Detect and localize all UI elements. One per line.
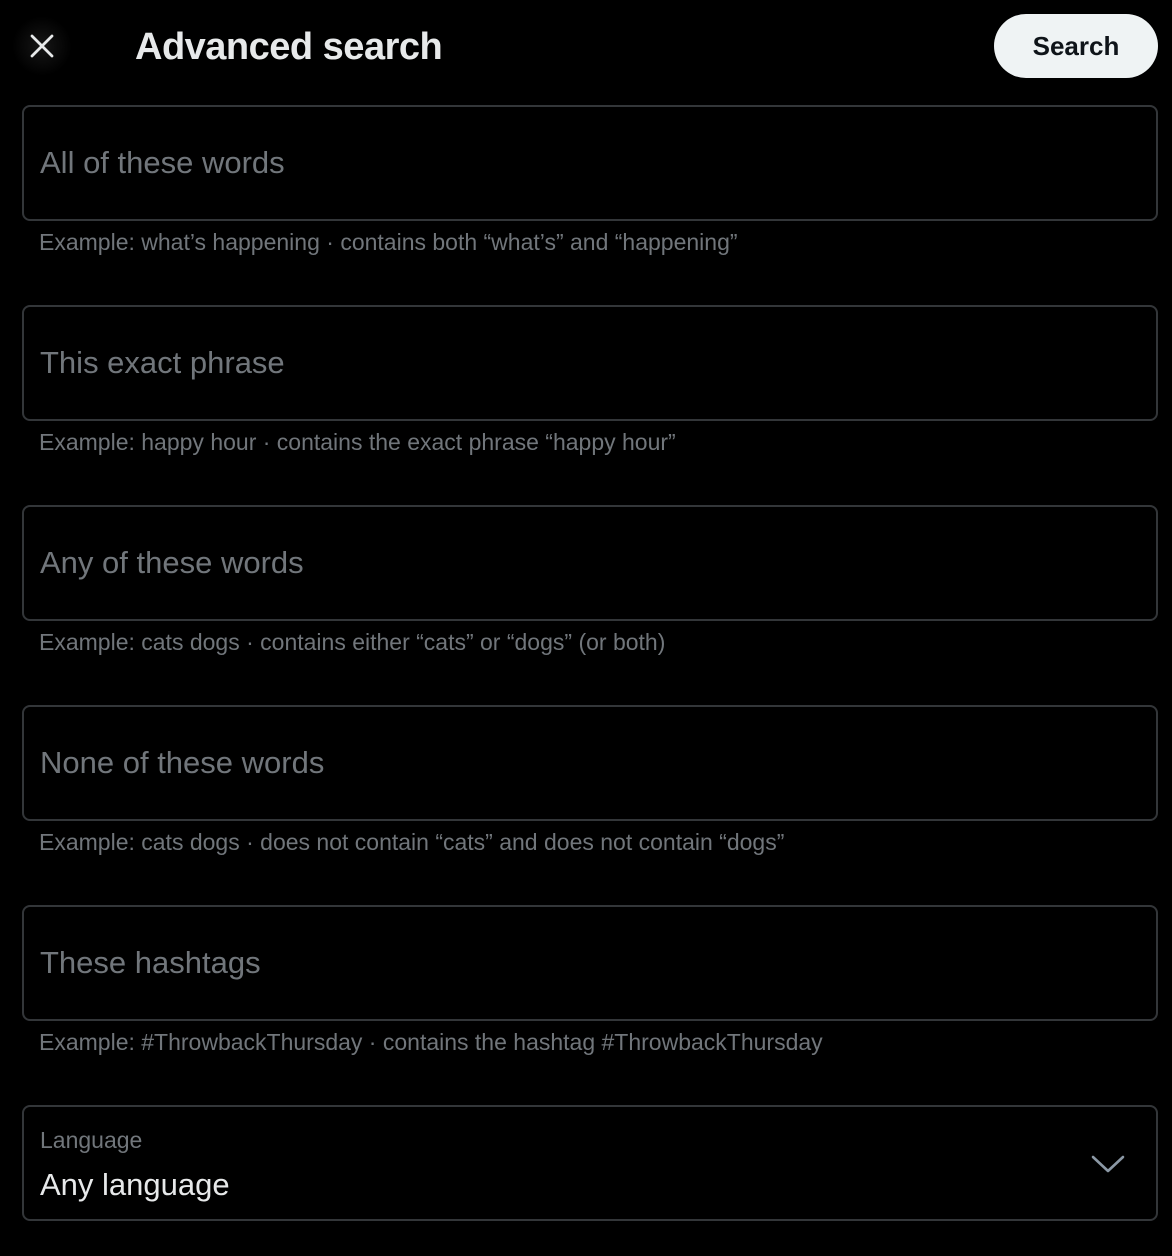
none-words-hint: Example: cats dogs · does not contain “cats” and does not contain “dogs” [39, 829, 785, 855]
none-words-field[interactable] [22, 705, 1158, 821]
chevron-down-icon [1090, 1151, 1126, 1177]
exact-phrase-field[interactable] [22, 305, 1158, 421]
exact-phrase-hint: Example: happy hour · contains the exact phrase “happy hour” [39, 429, 676, 455]
any-words-input[interactable] [40, 507, 1140, 619]
all-words-field[interactable] [22, 105, 1158, 221]
hashtags-input[interactable] [40, 907, 1140, 1019]
all-words-input[interactable] [40, 107, 1140, 219]
page-title: Advanced search [135, 26, 443, 68]
all-words-hint: Example: what’s happening · contains both “what’s” and “happening” [39, 229, 738, 255]
none-words-input[interactable] [40, 707, 1140, 819]
language-value: Any language [40, 1167, 230, 1202]
any-words-field[interactable] [22, 505, 1158, 621]
close-icon [27, 31, 57, 61]
search-button[interactable]: Search [994, 14, 1158, 78]
hashtags-field[interactable] [22, 905, 1158, 1021]
hashtags-hint: Example: #ThrowbackThursday · contains the hashtag #ThrowbackThursday [39, 1029, 823, 1055]
exact-phrase-input[interactable] [40, 307, 1140, 419]
header [0, 0, 1172, 95]
close-button[interactable] [12, 16, 72, 76]
language-select[interactable] [22, 1105, 1158, 1221]
language-label: Language [40, 1127, 143, 1153]
any-words-hint: Example: cats dogs · contains either “cats” or “dogs” (or both) [39, 629, 666, 655]
